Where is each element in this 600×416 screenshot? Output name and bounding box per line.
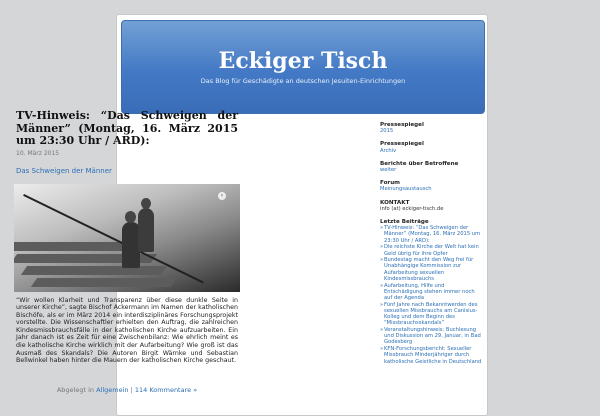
sidebar-heading: Letzte Beiträge xyxy=(380,219,429,226)
recent-post-link[interactable]: » Fünf Jahre nach Bekanntwerden des sexuellen Missbrauchs am Canisius-Kolleg und dem Beginn des “Missbrauchsskandals” xyxy=(380,302,484,327)
blog-description: Das Blog für Geschädigte an deutschen Jesuiten-Einrichtungen xyxy=(200,77,406,85)
sidebar-pressespiegel-2015 xyxy=(380,122,484,134)
recent-posts-list xyxy=(380,225,484,364)
post xyxy=(16,110,238,365)
sidebar-heading: Forum xyxy=(380,180,401,187)
recent-post-link[interactable]: » TV-Hinweis: “Das Schweigen der Männer” (Montag, 16. März 2015 um 23:30 Uhr / ARD): xyxy=(380,225,484,244)
pressespiegel-2015-link[interactable]: 2015 xyxy=(380,128,394,135)
recent-post-link[interactable]: » KFN-Forschungsbericht: Sexueller Missbrauch Minderjähriger durch katholische Geistliche in Deutschland xyxy=(380,346,484,365)
meta-separator: | xyxy=(130,386,133,394)
post-title[interactable]: TV-Hinweis: “Das Schweigen der Männer” (Montag, 16. März 2015 um 23:30 Uhr / ARD): xyxy=(16,109,238,147)
kontakt-email: info (at) eckiger-tisch.de xyxy=(380,205,444,212)
recent-post-link[interactable]: » Veranstaltungshinweis: Buchlesung und Diskussion am 29. Januar, in Bad Godesberg xyxy=(380,327,484,346)
category-link[interactable]: Allgemein xyxy=(96,386,129,394)
berichte-link[interactable]: weiter xyxy=(380,167,397,174)
filed-under-label: Abgelegt in xyxy=(56,386,94,394)
blog-title[interactable]: Eckiger Tisch xyxy=(218,48,388,74)
post-meta xyxy=(16,386,238,394)
recent-post-link[interactable]: » Die reichste Kirche der Welt hat kein Geld übrig für ihre Opfer xyxy=(380,244,484,256)
post-body: “Wir wollen Klarheit und Transparenz über diese dunkle Seite in unserer Kirche”, sagte Bischof Ackermann im Namen der katholischen Bischöfe, als er im März 2014 ein interdisziplinäres Forschungsprojekt vorstellte. Die Wissenschaftler erhielten den Auftrag, die zahlreichen Kindesmissbrauchsfälle in der katholischen Kirche aufzuarbeiten. Ein Jahr danach ist es Zeit für eine Zwischenbilanz: Wie ehrlich meint es die katholische Kirche wirklich mit der Aufarbeitung? Wie groß ist das Ausmaß des Skandals? Die Autoren Birgit Wärnke und Sebastian Bellwinkel haben hinter die Mauern der katholischen Kirche geschaut. xyxy=(16,296,238,365)
next-arrow-icon[interactable]: › xyxy=(218,192,226,200)
post-video-link[interactable]: Das Schweigen der Männer xyxy=(16,166,112,175)
recent-post-link[interactable]: » Bundestag macht den Weg frei für Unabhängige Kommission zur Aufarbeitung sexuellen Kindesmissbrauchs xyxy=(380,257,484,282)
sidebar-kontakt xyxy=(380,200,484,212)
recent-post-link[interactable]: » Aufarbeitung, Hilfe und Entschädigung stehen immer noch auf der Agenda xyxy=(380,283,484,302)
post-date: 10. März 2015 xyxy=(16,149,60,157)
comments-link[interactable]: 114 Kommentare » xyxy=(134,386,198,394)
forum-link[interactable]: Meinungsaustausch xyxy=(380,186,432,193)
sidebar-heading: Pressespiegel xyxy=(380,122,424,128)
sidebar-pressespiegel-archiv xyxy=(380,141,484,153)
post-image[interactable] xyxy=(14,184,240,292)
sidebar-forum xyxy=(380,180,484,192)
pressespiegel-archiv-link[interactable]: Archiv xyxy=(380,147,397,154)
sidebar-recent-posts xyxy=(380,219,484,365)
sidebar-heading: Pressespiegel xyxy=(380,141,424,148)
sidebar-heading: Berichte über Betroffene xyxy=(380,160,459,167)
sidebar xyxy=(380,122,484,372)
blog-header xyxy=(121,20,485,114)
sidebar-berichte xyxy=(380,161,484,173)
sidebar-heading: KONTAKT xyxy=(380,199,410,206)
